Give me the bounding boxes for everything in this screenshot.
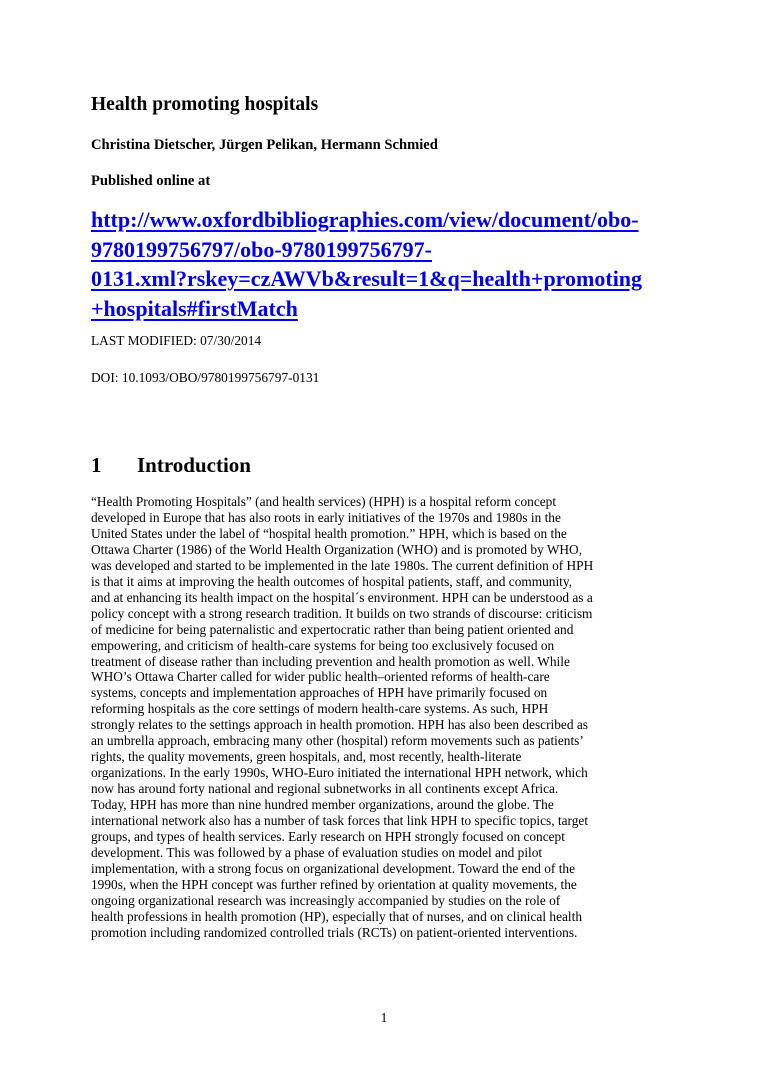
last-modified: LAST MODIFIED: 07/30/2014: [91, 333, 262, 348]
source-url-link[interactable]: [91, 205, 691, 323]
section-title: Introduction: [137, 453, 251, 477]
paragraph-line: United States under the label of “hospital health promotion.” HPH, which is based on the: [91, 525, 567, 541]
paragraph-line: groups, and types of health services. Early research on HPH strongly focused on concept: [91, 829, 565, 845]
section-number: 1: [91, 453, 102, 477]
introduction-paragraph: [91, 494, 691, 941]
paragraph-line: “Health Promoting Hospitals” (and health services) (HPH) is a hospital reform concept: [91, 494, 557, 509]
paragraph-line: health professions in health promotion (HP), especially that of nurses, and on clinical health: [91, 908, 583, 924]
url-line[interactable]: 9780199756797/obo-9780199756797-: [91, 236, 432, 262]
paragraph-line: Today, HPH has more than nine hundred member organizations, around the globe. The: [91, 797, 554, 813]
paragraph-line: 1990s, when the HPH concept was further refined by orientation at quality movements, the: [91, 876, 577, 892]
paragraph-line: strongly relates to the settings approach in health promotion. HPH has also been described as: [91, 717, 588, 733]
paragraph-line: rights, the quality movements, green hospitals, and, most recently, health-literate: [91, 749, 522, 765]
paragraph-line: an umbrella approach, embracing many other (hospital) reform movements such as patients’: [91, 733, 584, 749]
paragraph-line: promotion including randomized controlled trials (RCTs) on patient-oriented interventions.: [91, 924, 578, 940]
doi: DOI: 10.1093/OBO/9780199756797-0131: [91, 370, 320, 385]
paragraph-line: international network also has a number of task forces that link HPH to specific topics, target: [91, 813, 589, 829]
paragraph-line: of medicine for being paternalistic and expertocratic rather than being patient oriented and: [91, 621, 574, 637]
paragraph-line: organizations. In the early 1990s, WHO-Euro initiated the international HPH network, which: [91, 765, 588, 781]
paragraph-line: ongoing organizational research was increasingly accompanied by studies on the role of: [91, 892, 561, 908]
author-list: Christina Dietscher, Jürgen Pelikan, Hermann Schmied: [91, 137, 438, 153]
paragraph-line: development. This was followed by a phase of evaluation studies on model and pilot: [91, 844, 543, 860]
paragraph-line: developed in Europe that has also roots in early initiatives of the 1970s and 1980s in the: [91, 509, 561, 525]
paragraph-line: implementation, with a strong focus on organizational development. Toward the end of the: [91, 860, 576, 876]
paragraph-line: Ottawa Charter (1986) of the World Health Organization (WHO) and is promoted by WHO,: [91, 541, 583, 557]
paragraph-line: empowering, and criticism of health-care systems for being too exclusively focused on: [91, 637, 555, 653]
paragraph-line: policy concept with a strong research tradition. It builds on two strands of discourse: criticism: [91, 605, 593, 621]
section-heading: [91, 451, 251, 479]
url-line[interactable]: http://www.oxfordbibliographies.com/view/document/obo-: [91, 207, 639, 232]
paragraph-line: and at enhancing its health impact on the hospital´s environment. HPH can be understood as a: [91, 589, 593, 605]
published-label: Published online at: [91, 173, 211, 189]
paragraph-line: is that it aims at improving the health outcomes of hospital patients, staff, and community,: [91, 573, 573, 589]
paragraph-line: systems, concepts and implementation approaches of HPH have primarily focused on: [91, 685, 548, 701]
document-title: Health promoting hospitals: [91, 94, 319, 115]
url-line[interactable]: 0131.xml?rskey=czAWVb&result=1&q=health+promoting: [91, 266, 643, 291]
paragraph-line: treatment of disease rather than including prevention and health promotion as well. While: [91, 653, 570, 669]
paragraph-line: was developed and started to be implemented in the late 1980s. The current definition of HPH: [91, 557, 594, 573]
url-line[interactable]: +hospitals#firstMatch: [91, 295, 298, 321]
paragraph-line: now has around forty national and regional subnetworks in all continents except Africa.: [91, 781, 559, 797]
page-number: 1: [380, 1010, 388, 1025]
paragraph-line: WHO’s Ottawa Charter called for wider public health–oriented reforms of health-care: [91, 669, 550, 685]
paragraph-line: reforming hospitals as the core settings of modern health-care systems. As such, HPH: [91, 701, 549, 717]
